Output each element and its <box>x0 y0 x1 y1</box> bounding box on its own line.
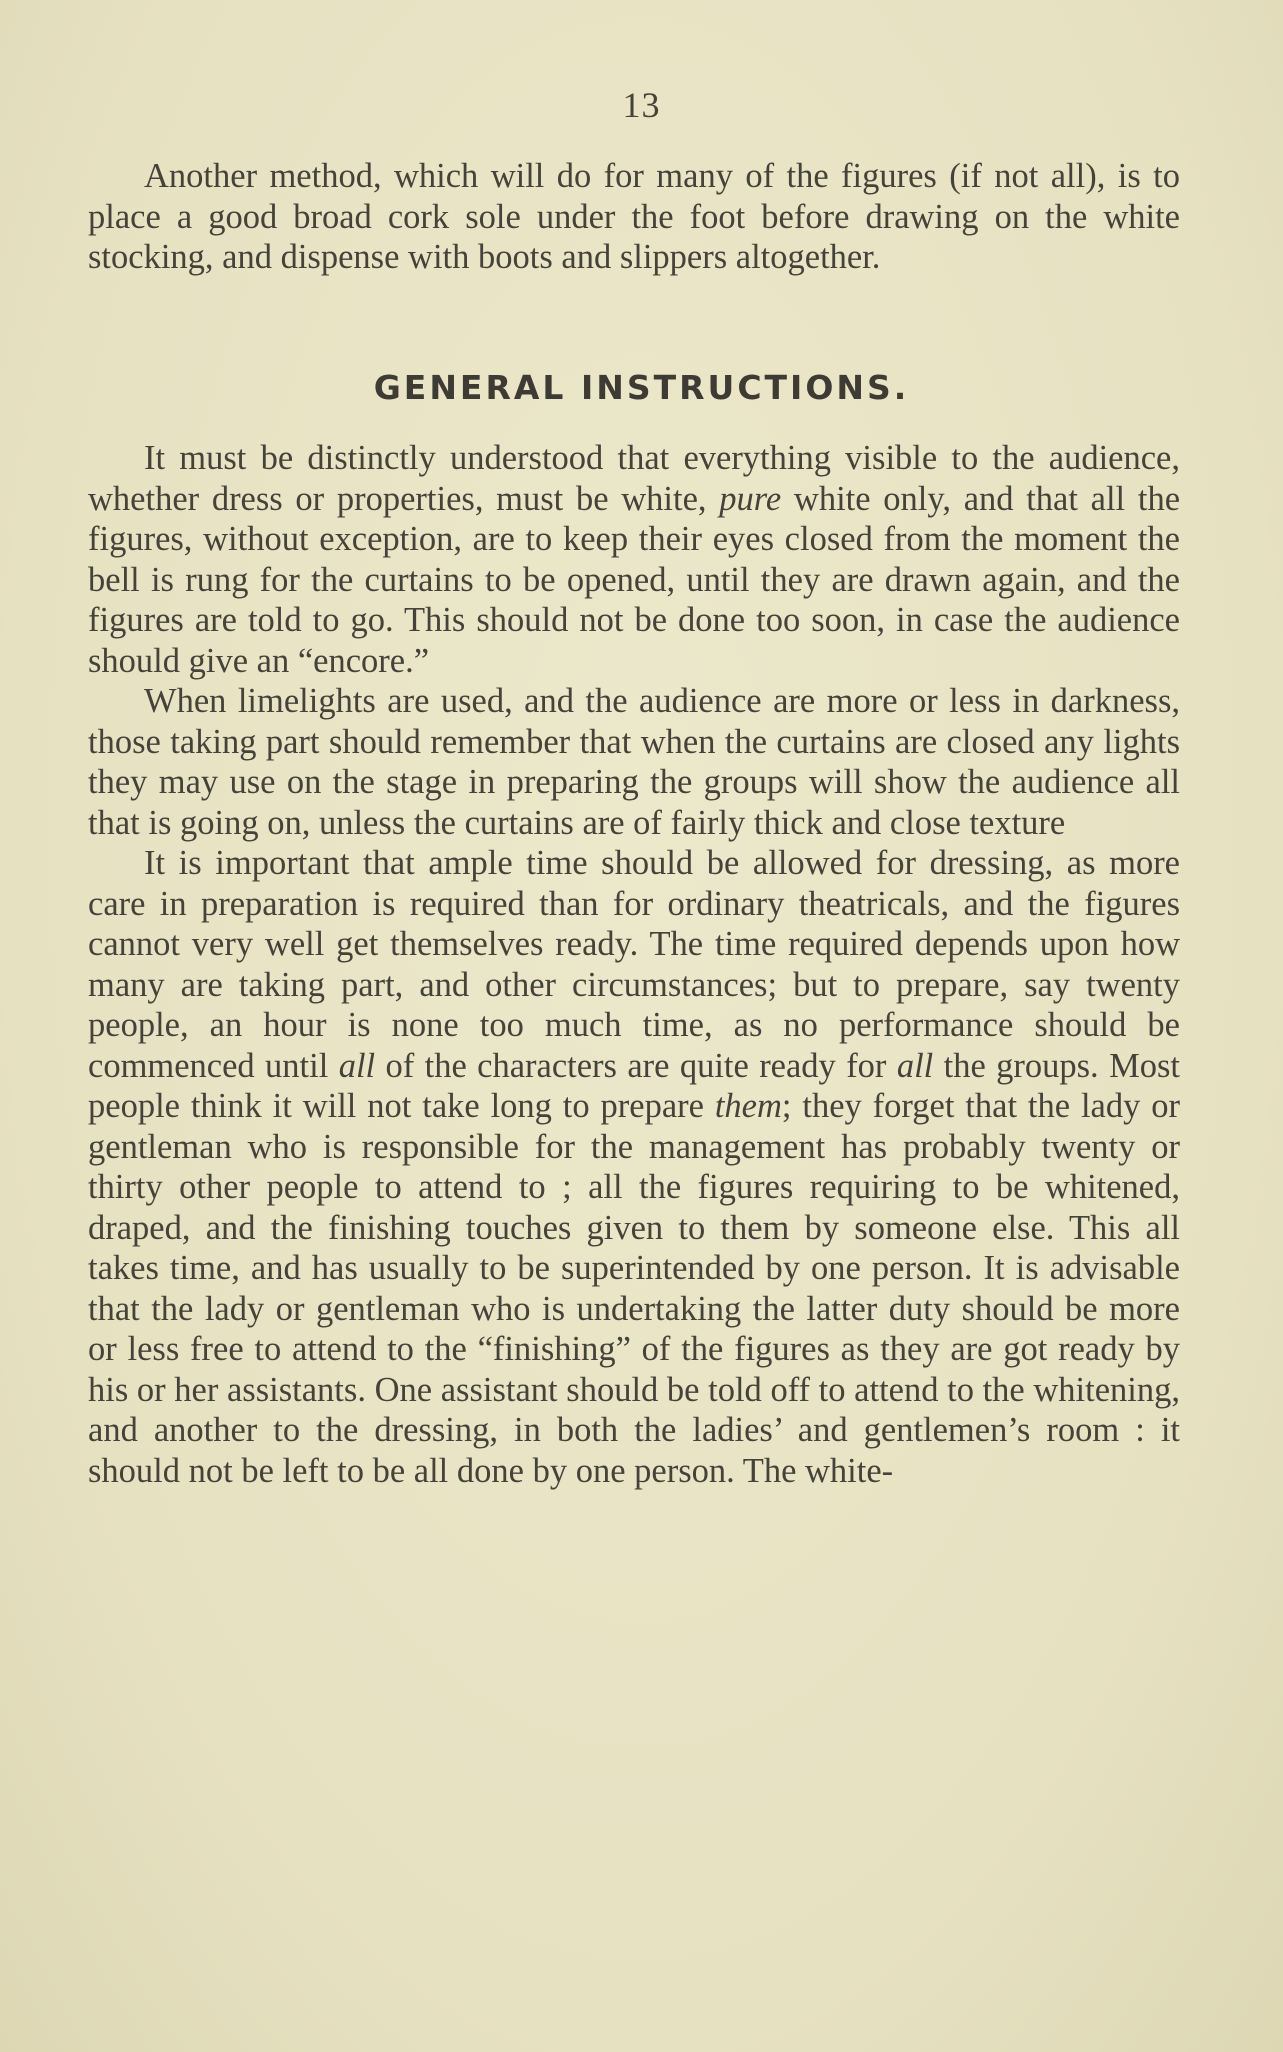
intro-paragraph: Another method, which will do for many of the figures (if not all), is to place a good broad cork sole under the foot before drawing on the white stocking, and dispense with boots and slippers altogether. <box>88 157 1180 276</box>
paragraph-dressing-time: It is important that ample time should be allowed for dressing, as more care in preparation is required than for ordinary theatricals, and the figures cannot very well get themselves ready. The time required depends upon how many are taking part, and other circumstances; but to prepare, say twenty people, an hour is none too much time, as no performance should be commenced until all of the characters are quite ready for all the groups. Most people think it will not take long to prepare them; they forget that the lady or gentleman who is responsible for the management has probably twenty or thirty other people to attend to ; all the figures requiring to be whitened, draped, and the finishing touches given to them by someone else. This all takes time, and has usually to be superintended by one person. It is advisable that the lady or gentleman who is undertaking the latter duty should be more or less free to attend to the “finishing” of the figures as they are got ready by his or her assistants. One assistant should be told off to attend to the whitening, and another to the dressing, in both the ladies’ and gentlemen’s room : it should not be left to be all done by one person. The white- <box>88 844 1181 1490</box>
paragraph-eyes-closed: It must be distinctly understood that everything visible to the audience, whether dress or properties, must be white, pure white only, and that all the figures, without exception, are to keep their eyes closed from the moment the bell is rung for the curtains to be opened, until they are drawn again, and the figures are told to go. This should not be done too soon, in case the audience should give an “encore.” <box>88 439 1181 680</box>
page-number: 13 <box>622 85 661 125</box>
emphasis-them: them <box>714 1087 782 1125</box>
paragraph-limelights: When limelights are used, and the audience are more or less in darkness, those taking part should remember that when the curtains are closed any lights they may use on the stage in preparing the groups will show the audience all that is going on, unless the curtains are of fairly thick and close texture <box>88 682 1180 842</box>
section-body <box>88 438 1180 1491</box>
emphasis-all-1: all <box>338 1046 376 1085</box>
intro-text <box>88 156 1180 278</box>
emphasis-all-2: all <box>896 1046 934 1085</box>
emphasis-pure: pure <box>719 479 782 518</box>
section-heading: GENERAL INSTRUCTIONS. <box>373 368 910 407</box>
